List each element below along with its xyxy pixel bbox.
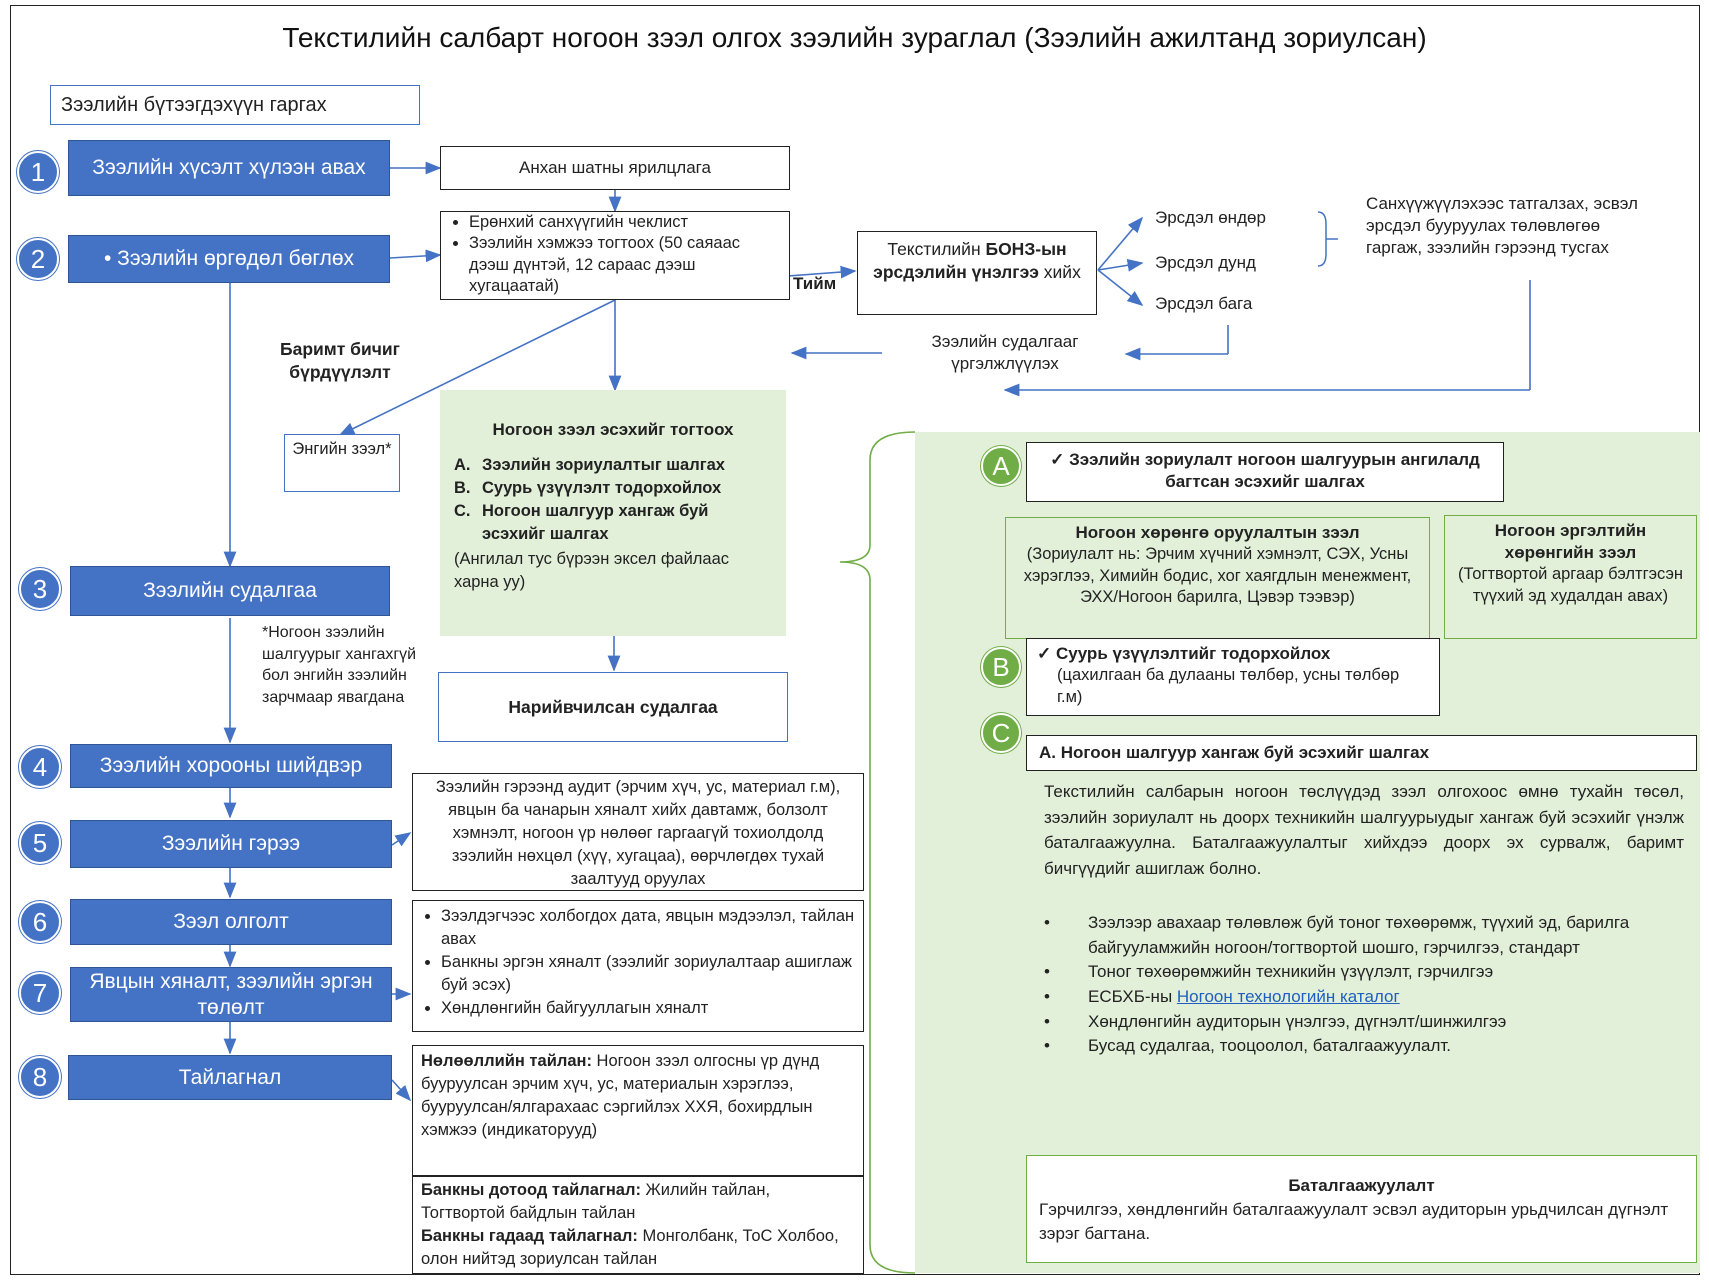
- disbursement-item: • Зээлдэгчээс холбогдох дата, явцын мэдээлэл, тайлан авах: [441, 905, 857, 951]
- risk-medium: Эрсдэл дунд: [1155, 253, 1256, 272]
- page-title: Текстилийн салбарт ногоон зээл олгох зээлийн зураглал (Зээлийн ажилтанд зориулсан): [282, 22, 1427, 53]
- green-working-text: (Тогтвортой аргаар бэлтгэсэн түүхий эд худалдан авах): [1458, 565, 1683, 605]
- step-B-badge: B: [981, 647, 1021, 687]
- yes-label: Тийм: [793, 274, 837, 293]
- criteria-bullets: [1044, 911, 1689, 1059]
- step-1-box: Зээлийн хүсэлт хүлээн авах: [68, 140, 390, 196]
- step-2-number: 2: [17, 238, 59, 280]
- baseline-text: (цахилгаан ба дулааны төлбөр, усны төлбөр г.м): [1057, 666, 1400, 706]
- green-investment-title: Ногоон хөрөнгө оруулалтын зээл: [1075, 523, 1360, 542]
- baseline-title: ✓ Суурь үзүүлэлтийг тодорхойлох: [1037, 644, 1331, 663]
- criteria-bullet: • Зээлээр авахаар төлөвлөж буй тоног төхөөрөмж, түүхий эд, барилга байгууламжийн ногоон/тогтвортой шошго, гэрчилгээ, стандарт: [1044, 913, 1630, 957]
- criteria-bullet: • Хөндлөнгийн аудиторын үнэлгээ, дүгнэлт/шинжилгээ: [1044, 1011, 1507, 1031]
- risk-assessment-box: [857, 231, 1097, 315]
- purpose-check-box: ✓ Зээлийн зориулалт ногоон шалгуурын ангилалд багтсан эсэхийг шалгах: [1026, 442, 1504, 502]
- green-check-item: A. Зээлийн зориулалтыг шалгах: [454, 455, 725, 474]
- simple-loan-box: Энгийн зээл*: [284, 434, 400, 492]
- footnote-text: *Ногоон зээлийн шалгуурыг хангахгүй бол энгийн зээлийн зарчмаар явагдана: [262, 624, 417, 706]
- green-investment-loan-box: [1005, 517, 1430, 639]
- step-4-number: 4: [19, 746, 61, 788]
- contract-box: Зээлийн гэрээнд аудит (эрчим хүч, ус, материал г.м), явцын ба чанарын хяналт хийх давтамж, болзолт хэмнэлт, ногоон үр нөлөөг гаргаагүй тохиолдолд зээлийн нөхцөл (хүү, хугацаа), өөрчлөгдөх тухай заалтууд оруулах: [412, 773, 864, 891]
- risk-high: Эрсдэл өндөр: [1155, 208, 1266, 227]
- impact-report-title: Нөлөөллийн тайлан:: [421, 1052, 592, 1070]
- checklist-box: [440, 211, 790, 300]
- step-7-number: 7: [19, 972, 61, 1014]
- step-C-badge: C: [981, 713, 1021, 753]
- impact-report-box: [412, 1045, 864, 1176]
- step-A-badge: A: [981, 446, 1021, 486]
- green-check-item: B. Суурь үзүүлэлт тодорхойлох: [454, 478, 722, 497]
- risk-box-text: хийх: [1038, 261, 1081, 282]
- checklist-item: • Зээлийн хэмжээ тогтоох (50 саяаас дээш дүнтэй, 12 сараас дээш хугацаатай): [469, 233, 783, 297]
- criteria-bullet: • ЕСБХБ-ны Ногоон технологийн каталог: [1044, 986, 1400, 1006]
- risk-box-bold: БОНЗ-ын эрсдэлийн үнэлгээ: [873, 239, 1067, 282]
- green-investment-text: (Зориулалт нь: Эрчим хүчний хэмнэлт, СЭХ, Усны хэрэглээ, Химийн бодис, хог хаягдлын менежмент, ЭХХ/Ногоон барилга, Цэвэр тээвэр): [1023, 545, 1412, 606]
- step-5-box: Зээлийн гэрээ: [70, 820, 392, 868]
- green-working-capital-box: [1444, 515, 1697, 639]
- criteria-paragraph: Текстилийн салбарын ногоон төслүүдэд зээл олгохоос өмнө тухайн төсөл, зээлийн зориулалт нь доорх техникийн шалгуурыудыг хангаж буй эсэхийг үнэлж баталгаажуулна. Баталгаажуулалтыг хийхдээ доорх эх сурвалж, баримт бичгүүдийг ашиглаж болно.: [1044, 782, 1684, 878]
- verification-title: Баталгаажуулалт: [1288, 1176, 1435, 1195]
- disbursement-item: • Хөндлөнгийн байгууллагын хяналт: [441, 997, 857, 1020]
- green-check-note: (Ангилал тус бүрээн эксел файлаас харна уу): [454, 550, 730, 592]
- external-report: Банкны гадаад тайлагнал: Монголбанк, ТоС Холбоо, олон нийтэд зориулсан тайлан: [421, 1227, 839, 1269]
- initial-talk-box: Анхан шатны ярилцлага: [440, 146, 790, 190]
- criteria-bullet: • Тоног төхөөрөмжийн техникийн үзүүлэлт, гэрчилгээ: [1044, 962, 1494, 982]
- criteria-bullet: • Бусад судалгаа, тооцоолол, баталгаажуулалт.: [1044, 1036, 1451, 1056]
- risk-action-text: Санхүүжүүлэхээс татгалзах, эсвэл эрсдэл бууруулах төлөвлөгөө гаргаж, зээлийн гэрээнд тусгах: [1366, 194, 1638, 258]
- step-3-number: 3: [19, 568, 61, 610]
- docs-label: Баримт бичиг бүрдүүлэлт: [280, 339, 400, 382]
- green-check-box: [440, 390, 786, 636]
- continue-study-text: Зээлийн судалгааг үргэлжлүүлэх: [931, 332, 1079, 374]
- step-5-number: 5: [19, 822, 61, 864]
- product-box: Зээлийн бүтээгдэхүүн гаргах: [50, 85, 420, 125]
- step-8-number: 8: [19, 1056, 61, 1098]
- risk-low: Эрсдэл бага: [1155, 294, 1253, 313]
- step-3-box: Зээлийн судалгаа: [70, 566, 390, 616]
- step-6-box: Зээл олголт: [70, 899, 392, 945]
- step-6-number: 6: [19, 901, 61, 943]
- step-4-box: Зээлийн хорооны шийдвэр: [70, 744, 392, 788]
- step-7-box: Явцын хяналт, зээлийн эргэн төлөлт: [70, 967, 392, 1022]
- green-check-item: C. Ногоон шалгуур хангаж буй эсэхийг шалгах: [454, 501, 709, 544]
- step-8-box: Тайлагнал: [68, 1055, 392, 1100]
- verification-box: [1026, 1155, 1697, 1263]
- green-tech-catalog-link[interactable]: Ногоон технологийн каталог: [1176, 986, 1400, 1006]
- impact-report-text: Ногоон зээл олгосны үр дүнд бууруулсан эрчим хүч, ус, материалын хэрэглээ, бууруулсан/ялгарахаас сэргийлэх ХХЯ, бохирдлын хэмжээ (индикаторууд): [421, 1052, 820, 1140]
- bank-report-box: [412, 1176, 864, 1274]
- checklist-item: • Ерөнхий санхүүгийн чеклист: [469, 212, 783, 233]
- disbursement-item: • Банкны эргэн хяналт (зээлийг зориулалтаар ашиглаж буй эсэх): [441, 951, 857, 997]
- risk-box-text: Текстилийн: [887, 239, 986, 259]
- step-2-box: • Зээлийн өргөдөл бөглөх: [68, 235, 390, 283]
- baseline-box: [1026, 638, 1440, 716]
- internal-report: Банкны дотоод тайлагнал: Жилийн тайлан, Тогтвортой байдлын тайлан: [421, 1181, 771, 1223]
- disbursement-box: [412, 900, 864, 1032]
- step-1-number: 1: [17, 151, 59, 193]
- green-check-heading: Ногоон зээл эсэхийг тогтоох: [492, 420, 734, 439]
- detailed-study-box: Нарийвчилсан судалгаа: [438, 672, 788, 742]
- criteria-check-box: A. Ногоон шалгуур хангаж буй эсэхийг шалгах: [1026, 735, 1697, 771]
- verification-text: Гэрчилгээ, хөндлөнгийн баталгаажуулалт эсвэл аудиторын урьдчилсан дүгнэлт зэрэг багтана.: [1039, 1199, 1669, 1243]
- green-working-title: Ногоон эргэлтийн хөрөнгийн зээл: [1494, 521, 1647, 563]
